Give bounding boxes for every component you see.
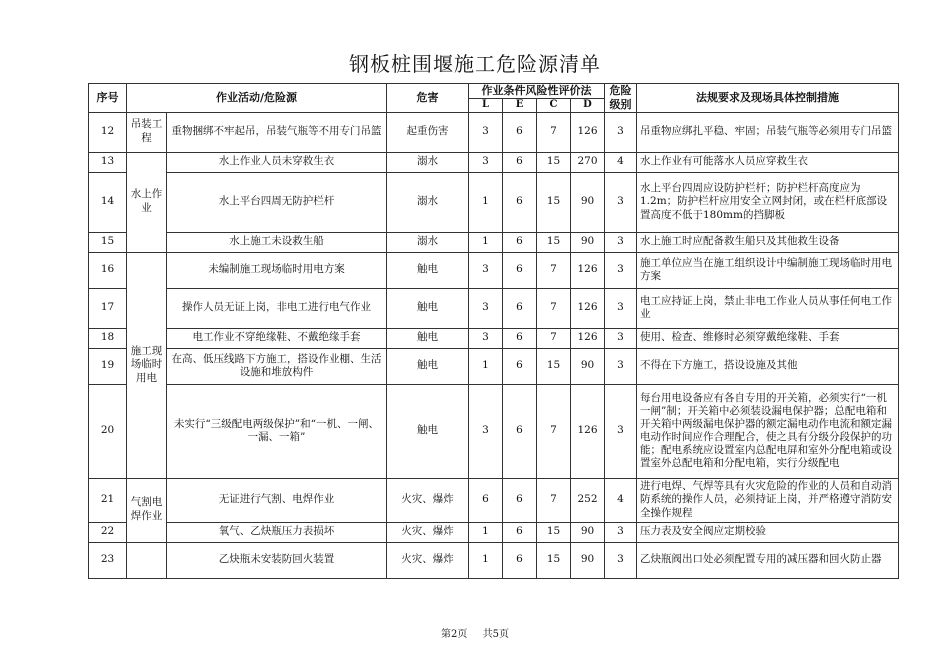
d-value: 90	[571, 542, 605, 578]
control-measures: 使用、检查、维修时必须穿戴绝缘鞋、手套	[637, 328, 899, 348]
row-number: 14	[89, 172, 127, 232]
table-row	[89, 172, 899, 232]
row-number: 18	[89, 328, 127, 348]
e-value: 6	[503, 522, 537, 542]
risk-level: 3	[605, 288, 637, 328]
e-value: 6	[503, 232, 537, 252]
hazard-cell: 触电	[387, 384, 469, 478]
control-measures: 压力表及安全阀应定期校验	[637, 522, 899, 542]
hazard-cell: 火灾、爆炸	[387, 522, 469, 542]
table-row	[89, 478, 899, 522]
d-value: 126	[571, 112, 605, 152]
risk-level: 3	[605, 542, 637, 578]
hazard-cell: 起重伤害	[387, 112, 469, 152]
control-measures: 水上平台四周应设防护栏杆；防护栏杆高度应为1.2m；防护栏杆应用安全立网封闭，或在栏杆底部设置高度不低于180mm的挡脚板	[637, 172, 899, 232]
c-value: 7	[537, 288, 571, 328]
d-value: 126	[571, 328, 605, 348]
control-measures: 施工单位应当在施工组织设计中编制施工现场临时用电方案	[637, 252, 899, 288]
header-measures: 法规要求及现场具体控制措施	[637, 84, 899, 113]
l-value: 1	[469, 522, 503, 542]
c-value: 15	[537, 348, 571, 384]
l-value: 3	[469, 328, 503, 348]
activity-cell: 操作人员无证上岗，非电工进行电气作业	[167, 288, 387, 328]
d-value: 90	[571, 348, 605, 384]
control-measures: 不得在下方施工，搭设设施及其他	[637, 348, 899, 384]
row-number: 20	[89, 384, 127, 478]
activity-cell: 无证进行气割、电焊作业	[167, 478, 387, 522]
activity-cell: 水上平台四周无防护栏杆	[167, 172, 387, 232]
c-value: 15	[537, 522, 571, 542]
l-value: 3	[469, 384, 503, 478]
header-c: C	[537, 99, 571, 113]
row-number: 16	[89, 252, 127, 288]
control-measures: 电工应持证上岗，禁止非电工作业人员从事任何电工作业	[637, 288, 899, 328]
c-value: 7	[537, 478, 571, 522]
e-value: 6	[503, 112, 537, 152]
hazard-cell: 溺水	[387, 152, 469, 172]
d-value: 90	[571, 232, 605, 252]
header-level: 危险级别	[605, 84, 637, 113]
activity-cell: 电工作业不穿绝缘鞋、不戴绝缘手套	[167, 328, 387, 348]
page-total: 共5页	[482, 629, 509, 640]
row-number: 23	[89, 542, 127, 578]
table-row	[89, 112, 899, 152]
row-number: 19	[89, 348, 127, 384]
control-measures: 吊重物应绑扎平稳、牢固；吊装气瓶等必须用专门吊篮	[637, 112, 899, 152]
control-measures: 每台用电设备应有各自专用的开关箱，必须实行“一机一闸”制；开关箱中必须装设漏电保护器；总配电箱和开关箱中两级漏电保护器的额定漏电动作电流和额定漏电动作时间应作合理配合，使之具有分级分段保护的功能；配电系统应设置室内总配电屏和室外分配电箱或设置室外总配电箱和分配电箱，实行分级配电	[637, 384, 899, 478]
header-lec: 作业条件风险性评价法	[469, 84, 605, 99]
c-value: 15	[537, 542, 571, 578]
c-value: 15	[537, 152, 571, 172]
category-cell: 施工现场临时用电	[127, 252, 167, 478]
control-measures: 乙炔瓶阀出口处必须配置专用的减压器和回火防止器	[637, 542, 899, 578]
l-value: 3	[469, 252, 503, 288]
hazard-cell: 触电	[387, 328, 469, 348]
l-value: 3	[469, 288, 503, 328]
d-value: 126	[571, 252, 605, 288]
page-number: 第2页	[441, 629, 468, 640]
risk-level: 3	[605, 384, 637, 478]
e-value: 6	[503, 172, 537, 232]
risk-level: 4	[605, 152, 637, 172]
d-value: 90	[571, 522, 605, 542]
l-value: 1	[469, 172, 503, 232]
risk-level: 3	[605, 232, 637, 252]
hazard-cell: 触电	[387, 252, 469, 288]
table-row	[89, 232, 899, 252]
control-measures: 水上作业有可能落水人员应穿救生衣	[637, 152, 899, 172]
c-value: 15	[537, 232, 571, 252]
c-value: 7	[537, 112, 571, 152]
d-value: 90	[571, 172, 605, 232]
l-value: 1	[469, 232, 503, 252]
row-number: 12	[89, 112, 127, 152]
header-hazard: 危害	[387, 84, 469, 113]
hazard-cell: 溺水	[387, 172, 469, 232]
table-row	[89, 522, 899, 542]
activity-cell: 未编制施工现场临时用电方案	[167, 252, 387, 288]
activity-cell: 未实行“三级配电两级保护”和“一机、一闸、一漏、一箱”	[167, 384, 387, 478]
hazard-table	[88, 83, 899, 579]
l-value: 3	[469, 152, 503, 172]
table-row	[89, 288, 899, 328]
activity-cell: 在高、低压线路下方施工，搭设作业棚、生活设施和堆放构件	[167, 348, 387, 384]
e-value: 6	[503, 348, 537, 384]
activity-cell: 乙炔瓶未安装防回火装置	[167, 542, 387, 578]
table-body	[89, 112, 899, 578]
d-value: 126	[571, 384, 605, 478]
table-row	[89, 328, 899, 348]
table-row	[89, 348, 899, 384]
hazard-cell: 触电	[387, 288, 469, 328]
category-cell: 气割电焊作业	[127, 478, 167, 542]
risk-level: 4	[605, 478, 637, 522]
header-d: D	[571, 99, 605, 113]
e-value: 6	[503, 478, 537, 522]
e-value: 6	[503, 252, 537, 288]
row-number: 15	[89, 232, 127, 252]
header-e: E	[503, 99, 537, 113]
c-value: 7	[537, 328, 571, 348]
control-measures: 水上施工时应配备救生船只及其他救生设备	[637, 232, 899, 252]
risk-level: 3	[605, 522, 637, 542]
e-value: 6	[503, 384, 537, 478]
hazard-cell: 火灾、爆炸	[387, 542, 469, 578]
row-number: 17	[89, 288, 127, 328]
d-value: 126	[571, 288, 605, 328]
e-value: 6	[503, 542, 537, 578]
e-value: 6	[503, 328, 537, 348]
table-row	[89, 252, 899, 288]
risk-level: 3	[605, 252, 637, 288]
header-no: 序号	[89, 84, 127, 113]
page-footer	[0, 625, 950, 640]
risk-level: 3	[605, 172, 637, 232]
control-measures: 进行电焊、气焊等具有火灾危险的作业的人员和自动消防系统的操作人员，必须持证上岗，并严格遵守消防安全操作规程	[637, 478, 899, 522]
table-row	[89, 542, 899, 578]
l-value: 1	[469, 348, 503, 384]
table-row	[89, 384, 899, 478]
category-cell: 吊装工程	[127, 112, 167, 152]
e-value: 6	[503, 152, 537, 172]
category-cell-empty	[127, 542, 167, 578]
l-value: 3	[469, 112, 503, 152]
c-value: 7	[537, 252, 571, 288]
row-number: 22	[89, 522, 127, 542]
d-value: 252	[571, 478, 605, 522]
activity-cell: 氧气、乙炔瓶压力表损坏	[167, 522, 387, 542]
d-value: 270	[571, 152, 605, 172]
risk-level: 3	[605, 328, 637, 348]
table-row	[89, 152, 899, 172]
activity-cell: 水上作业人员未穿救生衣	[167, 152, 387, 172]
l-value: 1	[469, 542, 503, 578]
l-value: 6	[469, 478, 503, 522]
page-title: 钢板桩围堰施工危险源清单	[349, 52, 601, 76]
c-value: 7	[537, 384, 571, 478]
hazard-cell: 溺水	[387, 232, 469, 252]
row-number: 21	[89, 478, 127, 522]
hazard-cell: 触电	[387, 348, 469, 384]
hazard-cell: 火灾、爆炸	[387, 478, 469, 522]
risk-level: 3	[605, 112, 637, 152]
header-activity: 作业活动/危险源	[127, 84, 387, 113]
row-number: 13	[89, 152, 127, 172]
e-value: 6	[503, 288, 537, 328]
category-cell: 水上作业	[127, 152, 167, 252]
header-l: L	[469, 99, 503, 113]
activity-cell: 重物捆绑不牢起吊，吊装气瓶等不用专门吊篮	[167, 112, 387, 152]
risk-level: 3	[605, 348, 637, 384]
c-value: 15	[537, 172, 571, 232]
activity-cell: 水上施工未设救生船	[167, 232, 387, 252]
